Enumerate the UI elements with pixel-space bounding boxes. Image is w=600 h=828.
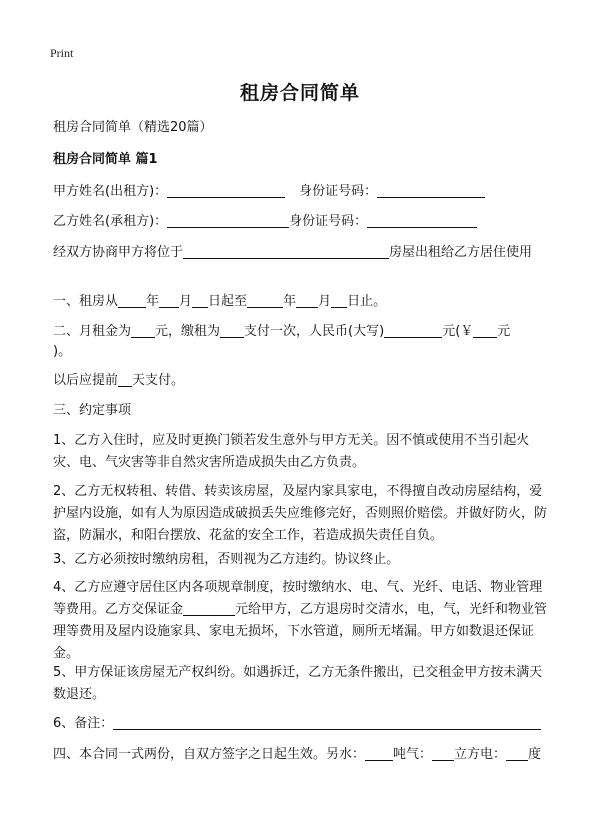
advance-text: 天支付。 [132, 373, 185, 388]
remarks-blank [113, 714, 541, 730]
rent-text: 元 [497, 324, 511, 339]
rent-yuan-blank [473, 322, 497, 338]
term-text: 月 [179, 294, 193, 309]
term-text: 一、租房从 [53, 294, 119, 309]
party-b-name-label: 乙方姓名(承租方)： [53, 214, 168, 229]
terms-heading: 三、约定事项 [53, 403, 132, 418]
rent-text: 元，缴租为 [155, 324, 221, 339]
party-b-row [53, 212, 477, 232]
end-year-blank [247, 292, 283, 308]
rent-row [53, 322, 510, 342]
term-text: 日止。 [347, 294, 387, 309]
remarks-label: 6、备注： [53, 716, 114, 731]
rent-text: 二、月租金为 [53, 324, 132, 339]
term-item-1: 1、乙方入住时，应及时更换门锁若发生意外与甲方无关。因不慎或使用不当引起火灾、电、气灾害等非自然灾害所造成损失由乙方负责。 [53, 433, 530, 470]
end-month-blank [296, 292, 318, 308]
item4-text: 4、乙方应遵守居住区内各项规章制度，按时缴纳水、电、气、光纤、电话、物业管理等费用。乙方交保证金 [53, 580, 543, 617]
address-blank [183, 243, 389, 259]
rent-text: 元(￥ [442, 324, 474, 339]
gas-blank [432, 745, 454, 761]
term-item-2: 2、乙方无权转租、转借、转卖该房屋，及屋内家具家电，不得擅自改动房屋结构，爱护屋内设施，如有人为原因造成破损丢失应维修完好，否则照价赔偿。并做好防火，防盗，防漏水，和阳台摆放、花盆的安全工作，若造成损失责任自负。 [53, 484, 548, 543]
agreement-row [53, 243, 532, 263]
agreement-post: 房屋出租给乙方居住使用 [389, 245, 533, 260]
payment-cycle-blank [220, 322, 244, 338]
term-text: 月 [318, 294, 332, 309]
final-text: 立方电： [454, 747, 507, 762]
deposit-blank [183, 600, 235, 616]
party-a-id-blank [377, 182, 485, 198]
advance-text: 以后应提前 [53, 373, 119, 388]
final-text: 度 [528, 747, 542, 762]
party-a-name-blank [167, 182, 285, 198]
print-link[interactable]: Print [50, 46, 74, 60]
subtitle: 租房合同简单（精选20篇） [53, 120, 213, 135]
final-row [53, 745, 541, 765]
start-month-blank [159, 292, 179, 308]
final-text: 吨气： [393, 747, 433, 762]
page-title: 租房合同简单 [239, 82, 360, 104]
advance-days-blank [118, 371, 132, 387]
party-b-id-blank [367, 212, 477, 228]
term-row [53, 292, 386, 312]
party-a-name-label: 甲方姓名(出租方)： [53, 184, 168, 199]
term-item-3: 3、乙方必须按时缴纳房租，否则视为乙方违约。协议终止。 [53, 552, 400, 567]
end-day-blank [331, 292, 347, 308]
term-item-5: 5、甲方保证该房屋无产权纠纷。如遇拆迁，乙方无条件搬出，已交租金甲方按未满天数退还。 [53, 665, 543, 702]
advance-row [53, 371, 184, 391]
party-a-row [53, 182, 485, 202]
water-blank [365, 745, 393, 761]
agreement-pre: 经双方协商甲方将位于 [53, 245, 184, 260]
rent-close: )。 [53, 344, 72, 359]
final-text: 四、本合同一式两份，自双方签字之日起生效。另水： [53, 747, 366, 762]
party-b-name-blank [167, 212, 289, 228]
party-b-id-label: 身份证号码： [289, 214, 368, 229]
rent-amount-blank [131, 322, 155, 338]
term-text: 年 [146, 294, 160, 309]
start-year-blank [118, 292, 146, 308]
remarks-row [53, 714, 541, 734]
party-a-id-label: 身份证号码： [299, 184, 378, 199]
term-text: 日起至 [208, 294, 248, 309]
item4-text: 元给甲方，乙方退房时交清水，电，气，光纤和物业管理等费用及屋内设施家具、家电无损坏，下水管道，厕所无堵漏。甲方如数退还保证金。 [53, 602, 548, 661]
rent-text: 支付一次，人民币(大写) [244, 324, 385, 339]
section-heading: 租房合同简单 篇1 [53, 152, 158, 167]
term-text: 年 [283, 294, 297, 309]
start-day-blank [192, 292, 208, 308]
term-item-4 [53, 577, 553, 665]
electricity-blank [506, 745, 528, 761]
rent-capital-blank [384, 322, 442, 338]
